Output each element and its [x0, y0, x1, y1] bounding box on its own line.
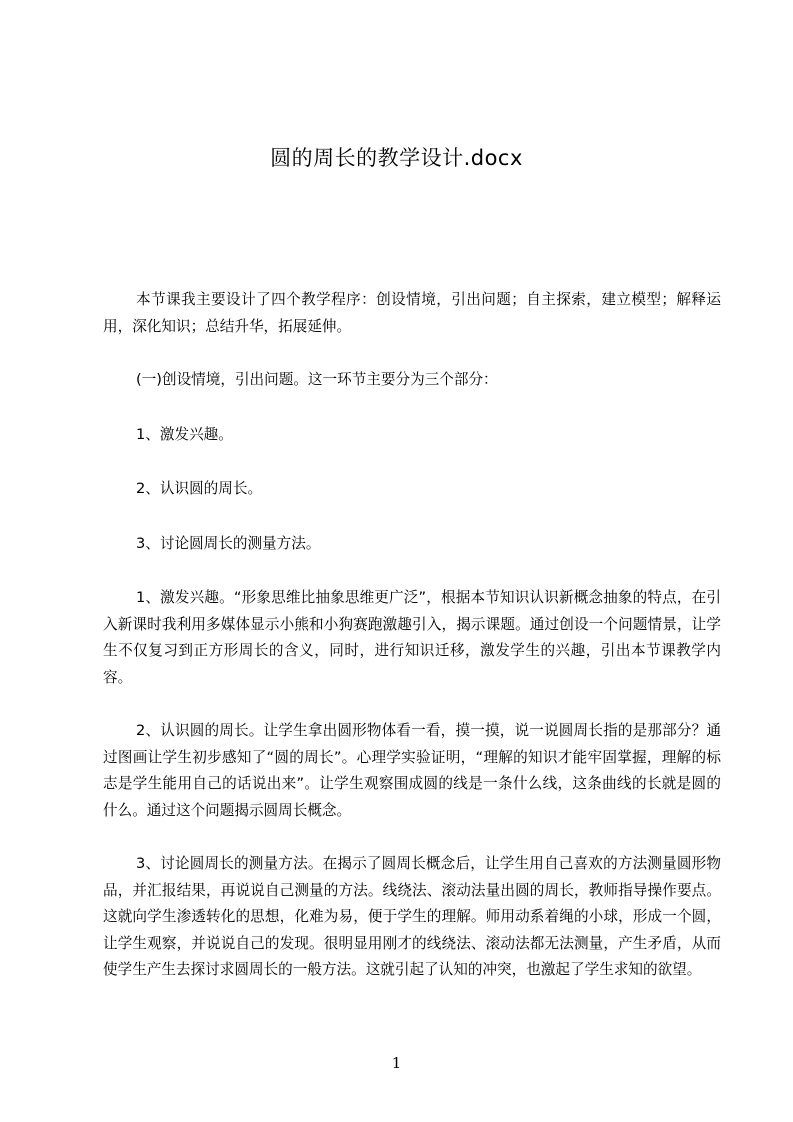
paragraph-circumference: 2、认识圆的周长。让学生拿出圆形物体看一看，摸一摸，说一说圆周长指的是那部分？通过图画让学生初步感知了“圆的周长”。心理学实验证明，“理解的知识才能牢固掌握，理解的标志是学生能用自己的话说出来”。让学生观察围成圆的线是一条什么线，这条曲线的长就是圆的什么。通过这个问题揭示圆周长概念。 [103, 722, 721, 819]
paragraph-list-item-3: 3、讨论圆周长的测量方法。 [136, 534, 321, 552]
paragraph-interest: 1、激发兴趣。“形象思维比抽象思维更广泛”，根据本节知识认识新概念抽象的特点，在引入新课时我利用多媒体显示小熊和小狗赛跑激趣引入，揭示课题。通过创设一个问题情景，让学生不仅复习到正方形周长的含义，同时，进行知识迁移，激发学生的兴趣，引出本节课教学内容。 [103, 589, 721, 686]
page-number: 1 [391, 1054, 402, 1072]
document-body [103, 287, 721, 1011]
paragraph-section-heading: (一)创设情境，引出问题。这一环节主要分为三个部分： [136, 371, 498, 388]
paragraph-list-item-1: 1、激发兴趣。 [136, 425, 233, 443]
paragraph-list-item-2: 2、认识圆的周长。 [136, 480, 263, 497]
document-title: 圆的周长的教学设计.docx [270, 146, 523, 170]
paragraph-intro: 本节课我主要设计了四个教学程序：创设情境，引出问题；自主探索，建立模型；解释运用，深化知识；总结升华，拓展延伸。 [103, 291, 721, 335]
paragraph-measurement: 3、讨论圆周长的测量方法。在揭示了圆周长概念后，让学生用自己喜欢的方法测量圆形物品，并汇报结果，再说说自己测量的方法。线绕法、滚动法量出圆的周长，教师指导操作要点。这就向学生渗透转化的思想，化难为易，便于学生的理解。师用动系着绳的小球，形成一个圆，让学生观察，并说说自己的发现。很明显用刚才的线绕法、滚动法都无法测量，产生矛盾，从而使学生产生去探讨求圆周长的一般方法。这就引起了认知的冲突，也激起了学生求知的欲望。 [103, 855, 721, 978]
